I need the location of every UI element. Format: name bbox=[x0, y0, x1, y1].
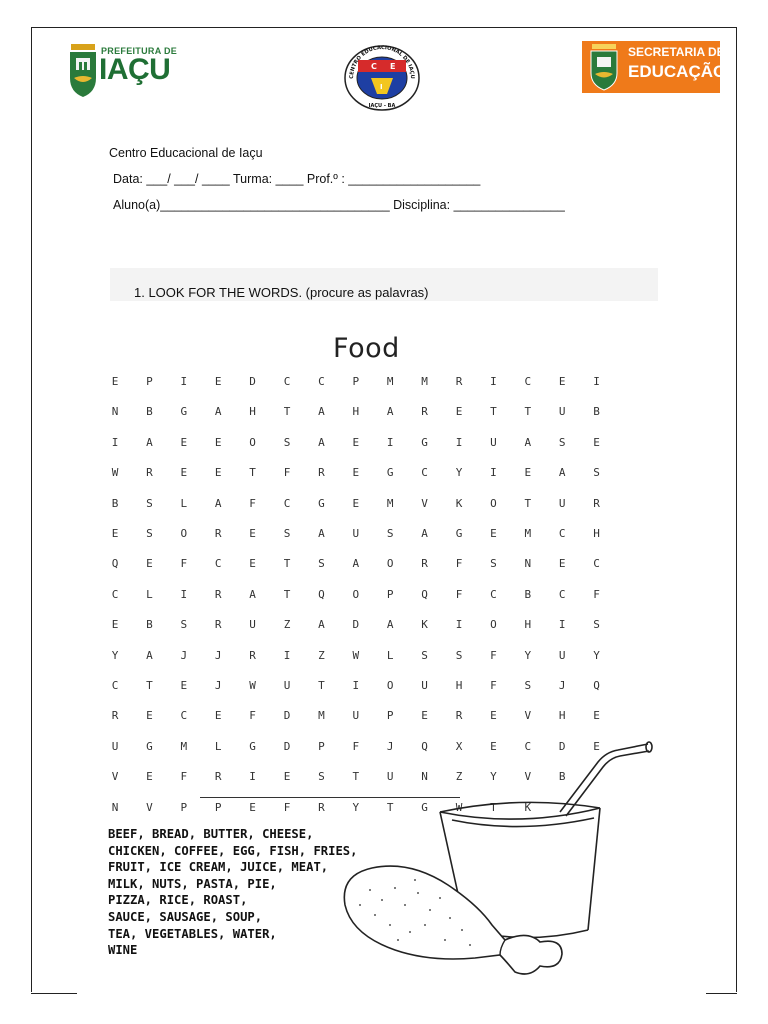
grid-cell[interactable]: J bbox=[214, 679, 222, 692]
grid-cell[interactable]: Z bbox=[318, 648, 325, 662]
grid-cell[interactable]: D bbox=[558, 739, 566, 753]
grid-cell[interactable]: L bbox=[214, 739, 222, 753]
word-list-line: BEEF, BREAD, BUTTER, CHEESE, bbox=[108, 827, 314, 841]
grid-cell[interactable]: E bbox=[524, 466, 532, 480]
grid-cell[interactable]: S bbox=[146, 527, 153, 540]
grid-cell[interactable]: Y bbox=[524, 648, 532, 662]
word-list-line: FRUIT, ICE CREAM, JUICE, MEAT, bbox=[108, 860, 329, 875]
grid-cell[interactable]: C bbox=[214, 557, 222, 571]
grid-cell[interactable]: P bbox=[386, 709, 394, 723]
grid-cell[interactable]: C bbox=[283, 375, 291, 388]
grid-cell[interactable]: U bbox=[283, 679, 291, 692]
grid-cell[interactable]: H bbox=[455, 679, 463, 692]
puzzle-title: Food bbox=[333, 333, 400, 364]
grid-cell[interactable]: E bbox=[283, 770, 291, 784]
grid-cell[interactable]: G bbox=[421, 800, 428, 814]
grid-cell[interactable]: A bbox=[352, 557, 360, 571]
word-list-line: TEA, VEGETABLES, WATER, bbox=[108, 926, 277, 941]
grid-cell[interactable]: E bbox=[111, 527, 119, 540]
grid-cell[interactable]: Y bbox=[593, 648, 600, 662]
grid-cell[interactable]: E bbox=[111, 375, 119, 388]
grid-cell[interactable]: Q bbox=[421, 587, 428, 601]
grid-cell[interactable]: Z bbox=[283, 618, 291, 632]
grid-cell[interactable]: U bbox=[352, 709, 360, 723]
grid-cell[interactable]: E bbox=[146, 770, 153, 784]
grid-cell[interactable]: F bbox=[490, 679, 497, 692]
grid-cell[interactable]: G bbox=[318, 496, 325, 510]
grid-cell[interactable]: O bbox=[386, 679, 394, 692]
grid-cell[interactable]: E bbox=[593, 709, 600, 723]
grid-cell[interactable]: O bbox=[249, 435, 256, 449]
grid-cell[interactable]: R bbox=[214, 527, 222, 540]
grid-cell[interactable]: Q bbox=[593, 679, 600, 692]
grid-cell[interactable]: I bbox=[352, 679, 360, 692]
grid-cell[interactable]: I bbox=[490, 466, 497, 480]
grid-cell[interactable]: P bbox=[214, 800, 222, 814]
grid-cell[interactable]: I bbox=[283, 648, 291, 662]
grid-cell[interactable]: A bbox=[318, 618, 325, 632]
grid-cell[interactable]: R bbox=[455, 375, 463, 388]
grid-cell[interactable]: N bbox=[524, 557, 532, 571]
grid-cell[interactable]: S bbox=[386, 527, 394, 540]
grid-cell[interactable]: F bbox=[283, 800, 291, 814]
grid-cell[interactable]: S bbox=[421, 648, 428, 662]
grid-cell[interactable]: S bbox=[318, 770, 325, 784]
grid-cell[interactable]: Z bbox=[455, 770, 463, 784]
grid-cell[interactable]: A bbox=[146, 648, 153, 662]
grid-cell[interactable]: O bbox=[490, 496, 497, 510]
grid-cell[interactable]: C bbox=[558, 587, 566, 601]
grid-cell[interactable]: A bbox=[318, 435, 325, 449]
grid-cell[interactable]: E bbox=[249, 800, 256, 814]
grid-cell[interactable]: U bbox=[558, 648, 566, 662]
grid-cell[interactable]: C bbox=[421, 466, 428, 480]
grid-cell[interactable]: E bbox=[180, 466, 188, 480]
grid-cell[interactable]: R bbox=[214, 587, 222, 601]
grid-cell[interactable]: E bbox=[558, 375, 566, 388]
grid-cell[interactable]: F bbox=[593, 587, 600, 601]
grid-cell[interactable]: E bbox=[558, 557, 566, 571]
grid-cell[interactable]: V bbox=[111, 770, 119, 784]
grid-cell[interactable]: E bbox=[490, 527, 497, 540]
grid-cell[interactable]: F bbox=[249, 496, 256, 510]
grid-cell[interactable]: P bbox=[180, 800, 188, 814]
grid-cell[interactable]: H bbox=[352, 405, 360, 419]
grid-cell[interactable]: I bbox=[111, 435, 119, 449]
grid-cell[interactable]: U bbox=[421, 679, 428, 692]
grid-cell[interactable]: S bbox=[593, 618, 600, 632]
grid-cell[interactable]: R bbox=[214, 618, 222, 632]
grid-cell[interactable]: S bbox=[146, 496, 153, 510]
grid-cell[interactable]: U bbox=[490, 435, 497, 449]
grid-cell[interactable]: G bbox=[146, 739, 153, 753]
word-list-line: WINE bbox=[108, 943, 138, 958]
grid-cell[interactable]: C bbox=[180, 709, 188, 723]
grid-cell[interactable]: J bbox=[180, 648, 188, 662]
grid-cell[interactable]: L bbox=[146, 587, 153, 601]
grid-cell[interactable]: B bbox=[558, 770, 566, 784]
grid-cell[interactable]: Y bbox=[111, 648, 119, 662]
grid-cell[interactable]: E bbox=[214, 709, 222, 723]
grid-cell[interactable]: F bbox=[352, 739, 360, 753]
grid-cell[interactable]: G bbox=[455, 527, 463, 540]
grid-cell[interactable]: P bbox=[352, 375, 360, 388]
grid-cell[interactable]: V bbox=[524, 770, 532, 784]
grid-cell[interactable]: T bbox=[283, 557, 291, 571]
grid-cell[interactable]: Q bbox=[318, 587, 325, 601]
chicken-drumstick-icon bbox=[344, 866, 562, 974]
grid-cell[interactable]: T bbox=[490, 800, 497, 814]
school-name: Centro Educacional de Iaçu bbox=[109, 146, 263, 160]
grid-cell[interactable]: D bbox=[352, 618, 360, 632]
grid-cell[interactable]: E bbox=[490, 709, 497, 723]
grid-cell[interactable]: C bbox=[490, 587, 497, 601]
grid-cell[interactable]: A bbox=[558, 466, 566, 480]
grid-cell[interactable]: M bbox=[386, 375, 394, 388]
grid-cell[interactable]: R bbox=[421, 557, 428, 571]
grid-cell[interactable]: R bbox=[455, 709, 463, 723]
seal-letter-c: C bbox=[371, 62, 377, 71]
grid-cell[interactable]: F bbox=[490, 648, 497, 662]
word-list-line: PIZZA, RICE, ROAST, bbox=[108, 893, 248, 908]
grid-cell[interactable]: C bbox=[558, 527, 566, 540]
grid-cell[interactable]: R bbox=[318, 466, 325, 480]
grid-cell[interactable]: O bbox=[490, 618, 497, 632]
grid-cell[interactable]: L bbox=[180, 496, 188, 510]
logo-top-label: PREFEITURA DE bbox=[101, 46, 178, 56]
grid-cell[interactable]: Y bbox=[352, 800, 360, 814]
grid-cell[interactable]: U bbox=[386, 770, 394, 784]
grid-cell[interactable]: T bbox=[283, 587, 291, 601]
grid-cell[interactable]: S bbox=[283, 435, 291, 449]
grid-cell[interactable]: U bbox=[558, 405, 566, 419]
grid-cell[interactable]: T bbox=[318, 679, 325, 692]
grid-cell[interactable]: R bbox=[214, 770, 222, 784]
grid-cell[interactable]: W bbox=[111, 466, 119, 480]
grid-cell[interactable]: Y bbox=[455, 466, 463, 480]
grid-cell[interactable]: O bbox=[352, 587, 360, 601]
grid-cell[interactable]: U bbox=[352, 527, 360, 540]
grid-cell[interactable]: I bbox=[386, 435, 394, 449]
grid-cell[interactable]: E bbox=[352, 466, 360, 480]
grid-cell[interactable]: R bbox=[318, 800, 325, 814]
grid-cell[interactable]: L bbox=[386, 648, 394, 662]
grid-cell[interactable]: E bbox=[214, 435, 222, 449]
grid-cell[interactable]: E bbox=[593, 435, 600, 449]
grid-cell[interactable]: T bbox=[524, 405, 532, 419]
grid-cell[interactable]: F bbox=[249, 709, 256, 723]
grid-cell[interactable]: V bbox=[421, 496, 428, 510]
grid-cell[interactable]: C bbox=[524, 375, 532, 388]
grid-cell[interactable]: Q bbox=[111, 557, 119, 571]
grid-cell[interactable]: E bbox=[352, 435, 360, 449]
grid-cell[interactable]: E bbox=[421, 709, 428, 723]
seal-letter-i: I bbox=[380, 83, 383, 91]
grid-cell[interactable]: A bbox=[386, 618, 394, 632]
grid-cell[interactable]: D bbox=[283, 709, 291, 723]
grid-cell[interactable]: E bbox=[249, 527, 256, 540]
grid-cell[interactable]: F bbox=[455, 557, 463, 571]
grid-cell[interactable]: P bbox=[386, 587, 394, 601]
grid-cell[interactable]: S bbox=[558, 435, 566, 449]
grid-cell[interactable]: F bbox=[180, 770, 188, 784]
grid-cell[interactable]: A bbox=[318, 405, 325, 419]
grid-cell[interactable]: I bbox=[249, 770, 256, 784]
grid-cell[interactable]: S bbox=[318, 557, 325, 571]
grid-cell[interactable]: C bbox=[593, 557, 600, 571]
grid-cell[interactable]: M bbox=[386, 496, 394, 510]
grid-cell[interactable]: P bbox=[318, 739, 325, 753]
grid-cell[interactable]: A bbox=[421, 527, 428, 540]
grid-cell[interactable]: A bbox=[318, 527, 325, 540]
seal-letter-e: E bbox=[390, 62, 396, 71]
grid-cell[interactable]: R bbox=[111, 709, 119, 723]
grid-cell[interactable]: M bbox=[524, 527, 532, 540]
student-subject-line: Aluno(a)_________________________________ Disciplina: ________________ bbox=[113, 198, 565, 212]
grid-cell[interactable]: E bbox=[455, 405, 463, 419]
grid-cell[interactable]: A bbox=[386, 405, 394, 419]
grid-cell[interactable]: E bbox=[490, 739, 497, 753]
grid-cell[interactable]: P bbox=[146, 375, 153, 388]
grid-cell[interactable]: R bbox=[593, 496, 600, 510]
grid-cell[interactable]: I bbox=[490, 375, 497, 388]
grid-cell[interactable]: T bbox=[386, 800, 394, 814]
grid-cell[interactable]: I bbox=[180, 587, 188, 601]
grid-cell[interactable]: T bbox=[146, 679, 153, 692]
grid-cell[interactable]: C bbox=[111, 679, 119, 692]
grid-cell[interactable]: G bbox=[180, 405, 188, 419]
logo-big-label: IAÇU bbox=[99, 53, 171, 86]
grid-cell[interactable]: X bbox=[455, 739, 463, 753]
grid-cell[interactable]: W bbox=[249, 679, 256, 692]
secretaria-line2: EDUCAÇÃO bbox=[628, 62, 727, 81]
grid-cell[interactable]: H bbox=[524, 618, 532, 632]
grid-cell[interactable]: E bbox=[146, 557, 153, 571]
grid-cell[interactable]: E bbox=[146, 709, 153, 723]
grid-cell[interactable]: C bbox=[318, 375, 325, 388]
grid-cell[interactable]: E bbox=[214, 375, 222, 388]
grid-cell[interactable]: T bbox=[283, 405, 291, 419]
grid-cell[interactable]: T bbox=[352, 770, 360, 784]
grid-cell[interactable]: N bbox=[111, 800, 119, 814]
grid-cell[interactable]: B bbox=[146, 405, 153, 419]
grid-cell[interactable]: U bbox=[558, 496, 566, 510]
grid-cell[interactable]: E bbox=[249, 557, 256, 571]
grid-cell[interactable]: A bbox=[214, 405, 222, 419]
seal-bottom-text: IAÇU - BA bbox=[368, 103, 396, 109]
grid-cell[interactable]: T bbox=[524, 496, 532, 510]
grid-cell[interactable]: C bbox=[283, 496, 291, 510]
grid-cell[interactable]: B bbox=[593, 405, 600, 419]
grid-cell[interactable]: H bbox=[558, 709, 566, 723]
grid-cell[interactable]: I bbox=[180, 375, 188, 388]
grid-cell[interactable]: S bbox=[490, 557, 497, 571]
grid-cell[interactable]: E bbox=[180, 435, 188, 449]
grid-cell[interactable]: C bbox=[524, 739, 532, 753]
grid-cell[interactable]: M bbox=[180, 739, 188, 753]
grid-cell[interactable]: I bbox=[455, 618, 463, 632]
grid-cell[interactable]: D bbox=[283, 739, 291, 753]
grid-cell[interactable]: B bbox=[111, 496, 119, 510]
grid-cell[interactable]: A bbox=[249, 587, 256, 601]
grid-cell[interactable]: Q bbox=[421, 739, 428, 753]
grid-cell[interactable]: F bbox=[455, 587, 463, 601]
grid-cell[interactable]: N bbox=[421, 770, 428, 784]
grid-cell[interactable]: D bbox=[249, 375, 256, 388]
grid-cell[interactable]: B bbox=[524, 587, 532, 601]
grid-cell[interactable]: J bbox=[214, 648, 222, 662]
grid-cell[interactable]: G bbox=[249, 739, 256, 753]
grid-cell[interactable]: M bbox=[318, 709, 325, 723]
grid-cell[interactable]: H bbox=[593, 527, 600, 540]
grid-cell[interactable]: M bbox=[421, 375, 428, 388]
grid-cell[interactable]: R bbox=[146, 466, 153, 480]
grid-cell[interactable]: E bbox=[352, 496, 360, 510]
grid-cell[interactable]: N bbox=[111, 405, 119, 419]
word-list-line: MILK, NUTS, PASTA, PIE, bbox=[108, 876, 277, 891]
grid-cell[interactable]: U bbox=[111, 739, 119, 753]
grid-cell[interactable]: I bbox=[558, 618, 566, 632]
grid-cell[interactable]: E bbox=[111, 618, 119, 632]
grid-cell[interactable]: E bbox=[214, 466, 222, 480]
grid-cell[interactable]: Y bbox=[490, 770, 497, 784]
grid-cell[interactable]: T bbox=[249, 466, 256, 480]
grid-cell[interactable]: R bbox=[421, 405, 428, 419]
grid-cell[interactable]: J bbox=[558, 679, 566, 692]
grid-cell[interactable]: U bbox=[249, 618, 256, 632]
grid-cell[interactable]: G bbox=[386, 466, 394, 480]
grid-cell[interactable]: V bbox=[146, 800, 153, 814]
grid-cell[interactable]: S bbox=[180, 618, 188, 632]
grid-cell[interactable]: C bbox=[111, 587, 119, 601]
grid-cell[interactable]: O bbox=[180, 527, 188, 540]
grid-cell[interactable]: A bbox=[214, 496, 222, 510]
grid-cell[interactable]: H bbox=[249, 405, 256, 419]
seal-ring-text: CENTRO EDUCACIONAL DE IAÇU bbox=[348, 44, 416, 79]
grid-cell[interactable]: J bbox=[386, 739, 394, 753]
grid-cell[interactable]: A bbox=[146, 435, 153, 449]
grid-cell[interactable]: A bbox=[524, 435, 532, 449]
grid-cell[interactable]: K bbox=[524, 800, 532, 814]
grid-cell[interactable]: F bbox=[180, 557, 188, 571]
grid-cell[interactable]: G bbox=[421, 435, 428, 449]
grid-cell[interactable]: T bbox=[490, 405, 497, 419]
grid-cell[interactable]: E bbox=[180, 679, 188, 692]
date-class-teacher-line: Data: ___/ ___/ ____ Turma: ____ Prof.º : ___________________ bbox=[113, 172, 481, 186]
grid-cell[interactable]: K bbox=[421, 618, 428, 632]
question-text: 1. LOOK FOR THE WORDS. (procure as palavras) bbox=[134, 285, 429, 300]
grid-cell[interactable]: S bbox=[283, 527, 291, 540]
grid-cell[interactable]: S bbox=[524, 679, 532, 692]
grid-cell[interactable]: I bbox=[455, 435, 463, 449]
secretaria-line1: SECRETARIA DE bbox=[628, 45, 725, 59]
grid-cell[interactable]: W bbox=[455, 800, 463, 814]
word-list-line: CHICKEN, COFFEE, EGG, FISH, FRIES, bbox=[108, 843, 358, 858]
grid-cell[interactable]: R bbox=[249, 648, 256, 662]
grid-cell[interactable]: S bbox=[593, 466, 600, 480]
grid-cell[interactable]: O bbox=[386, 557, 394, 571]
grid-cell[interactable]: B bbox=[146, 618, 153, 632]
grid-cell[interactable]: I bbox=[593, 375, 600, 388]
grid-cell[interactable]: S bbox=[455, 648, 463, 662]
word-list-line: SAUCE, SAUSAGE, SOUP, bbox=[108, 909, 263, 924]
grid-cell[interactable]: W bbox=[352, 648, 360, 662]
grid-cell[interactable]: K bbox=[455, 496, 463, 510]
grid-cell[interactable]: F bbox=[283, 466, 291, 480]
grid-cell[interactable]: E bbox=[593, 739, 600, 753]
grid-cell[interactable]: V bbox=[524, 709, 532, 723]
